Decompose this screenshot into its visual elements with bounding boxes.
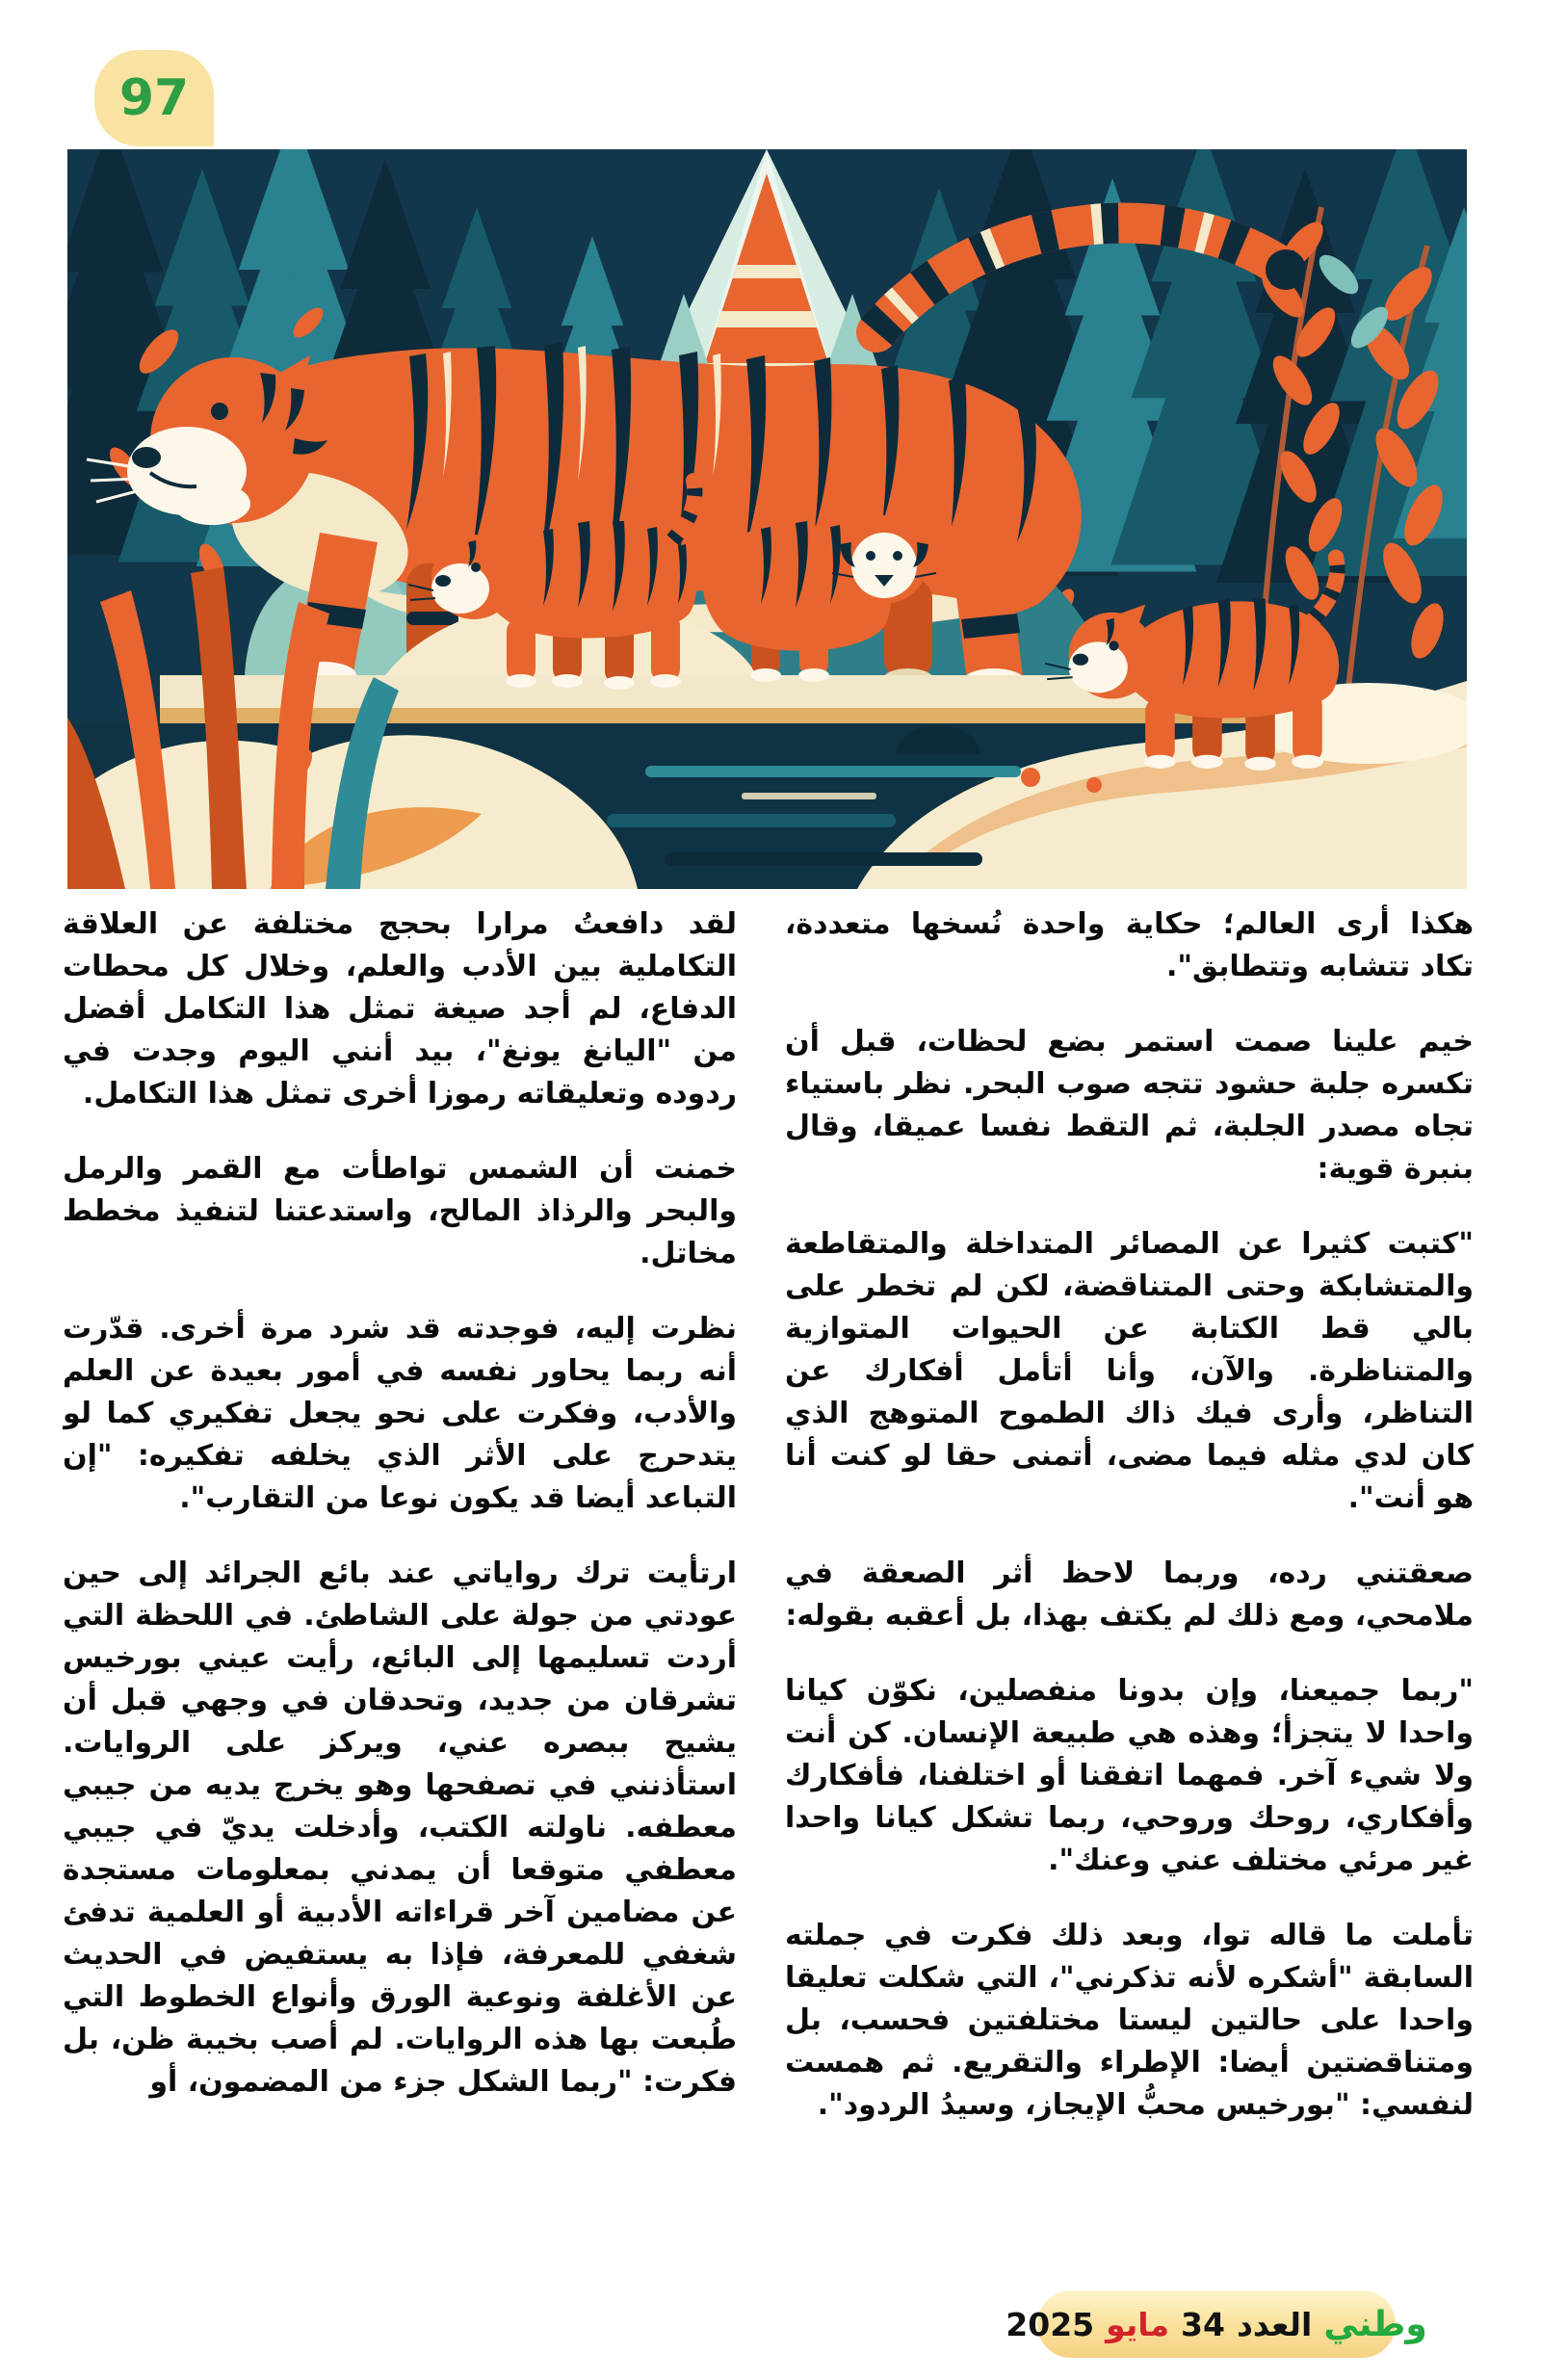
paragraph: صعقتني رده، وربما لاحظ أثر الصعقة في ملامحي، ومع ذلك لم يكتف بهذا، بل أعقبه بقوله: <box>785 1556 1474 1633</box>
paragraph: ارتأيت ترك رواياتي عند بائع الجرائد إلى حين عودتي من جولة على الشاطئ. في اللحظة التي أردت تسليمها إلى البائع، رأيت عيني بورخيس تشرقان من جديد، وتحدقان في وجهي قبل أن يشيح ببصره عني، ويركز على الروايات. استأذنني في تصفحها وهو يخرج يديه من جيبي معطفه. ناولته الكتب، وأدخلت يديّ في جيبي معطفي متوقعا أن يمدني بمعلومات مستجدة عن مضامين آخر قراءاته الأدبية أو العلمية تدفئ شغفي للمعرفة، فإذا به يستفيض في الحديث عن الأغلفة ونوعية الورق وأنواع الخطوط التي طُبعت بها هذه الروايات. لم أصب بخيبة ظن، بل فكرت: "ربما الشكل جزء من المضمون، أو <box>63 1556 737 2099</box>
magazine-footer-badge <box>1006 2290 1427 2358</box>
article-column-left <box>63 903 737 2271</box>
paragraph: تأملت ما قاله توا، وبعد ذلك فكرت في جملته السابقة "أشكره لأنه تذكرني"، التي شكلت تعليقا واحدا على حالتين ليستا مختلفتين فحسب، بل ومتناقضتين أيضا: الإطراء والتقريع. ثم همست لنفسي: "بورخيس محبُّ الإيجاز، وسيدُ الردود". <box>785 1919 1474 2122</box>
paragraph: هكذا أرى العالم؛ حكاية واحدة نُسخها متعددة، تكاد تتشابه وتتطابق". <box>785 907 1474 983</box>
tiger-family-forest-illustration <box>67 149 1467 889</box>
page-number: 97 <box>118 69 190 127</box>
issue-year: 2025 <box>1006 2305 1095 2343</box>
tiger-poster-graphic <box>67 149 1467 889</box>
page-number-badge <box>94 50 214 146</box>
issue-number: 34 <box>1181 2305 1225 2343</box>
paragraph: "كتبت كثيرا عن المصائر المتداخلة والمتقاطعة والمتشابكة وحتى المتناقضة، لكن لم تخطر على بالي قط الكتابة عن الحيوات المتوازية والمتناظرة. والآن، وأنا أتأمل أفكارك عن التناظر، وأرى فيك ذاك الطموح المتوهج الذي كان لدي مثله فيما مضى، أتمنى حقا لو كنت أنا هو أنت". <box>785 1227 1474 1515</box>
magazine-name: وطني <box>1323 2304 1427 2344</box>
article-column-right <box>785 903 1474 2271</box>
paragraph: خمنت أن الشمس تواطأت مع القمر والرمل والبحر والرذاذ المالح، واستدعتنا لتنفيذ مخطط مخاتل. <box>63 1152 737 1270</box>
issue-month: مايو <box>1106 2305 1170 2343</box>
article-body <box>63 903 1474 2271</box>
paragraph: لقد دافعتُ مرارا بحجج مختلفة عن العلاقة التكاملية بين الأدب والعلم، وخلال كل محطات الدفاع، لم أجد صيغة تمثل هذا التكامل أفضل من "اليانغ يونغ"، بيد أنني اليوم وجدت في ردوده وتعليقاته رموزا أخرى تمثل هذا التكامل. <box>63 907 737 1111</box>
issue-label: العدد <box>1236 2305 1313 2343</box>
paragraph: نظرت إليه، فوجدته قد شرد مرة أخرى. قدّرت أنه ربما يحاور نفسه في أمور بعيدة عن العلم والأدب، وفكرت على نحو يجعل تفكيري كما لو يتدحرج على الأثر الذي يخلفه تفكيره: "إن التباعد أيضا قد يكون نوعا من التقارب". <box>63 1312 737 1515</box>
paragraph: خيم علينا صمت استمر بضع لحظات، قبل أن تكسره جلبة حشود تتجه صوب البحر. نظر باستياء تجاه مصدر الجلبة، ثم التقط نفسا عميقا، وقال بنبرة قوية: <box>785 1025 1474 1186</box>
paragraph: "ربما جميعنا، وإن بدونا منفصلين، نكوّن كيانا واحدا لا يتجزأ؛ وهذه هي طبيعة الإنسان. كن أنت ولا شيء آخر. فمهما اتفقنا أو اختلفنا، فأفكارك وأفكاري، روحك وروحي، ربما تشكل كيانا واحدا غير مرئي مختلف عني وعنك". <box>785 1674 1474 1877</box>
